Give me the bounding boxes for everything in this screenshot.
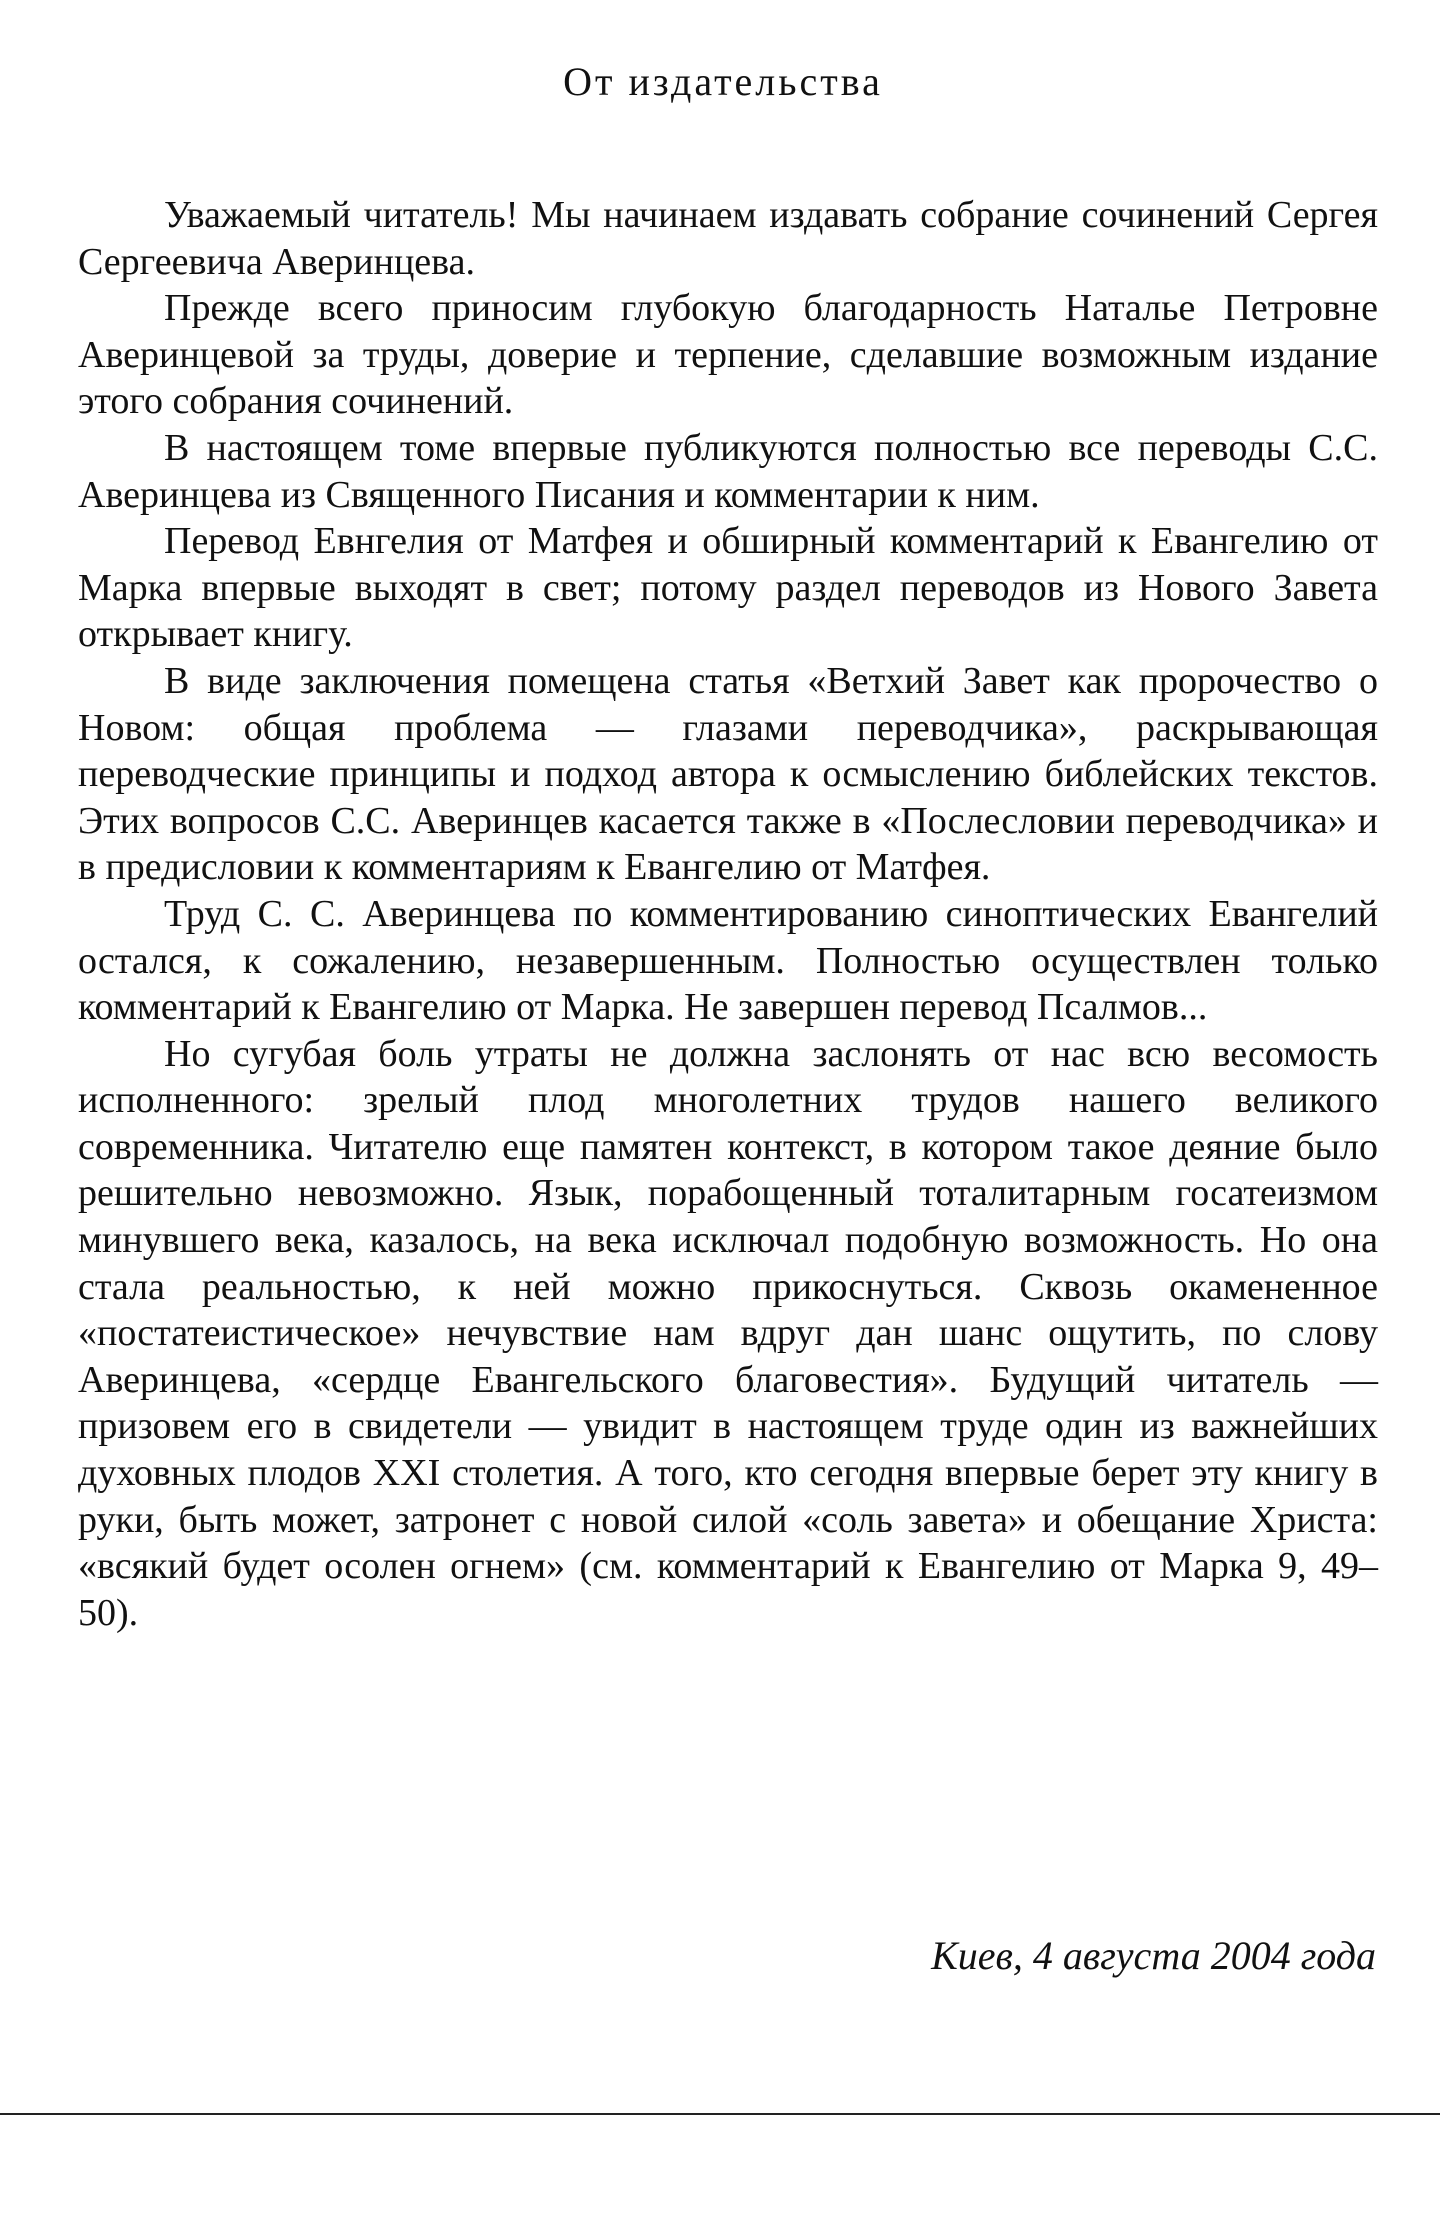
paragraph-unfinished-work: Труд С. С. Аверинцева по комментированию синоптических Евангелий остался, к сожалению, незавершенным. Полностью осуществлен только комментарий к Евангелию от Марка. Не завершен перевод Псалмов... bbox=[78, 892, 1378, 1029]
paragraph-significance: Но сугубая боль утраты не должна заслонять от нас всю весомость исполненного: зрелый плод многолетних трудов нашего великого современника. Читателю еще памятен контекст, в котором такое деяние было решительно невозможно. Язык, порабощенный тоталитарным госатеизмом минувшего века, казалось, на века исключал подобную возможность. Но она стала реальностью, к ней можно прикоснуться. Сквозь окамененное «постатеистическое» нечувствие нам вдруг дан шанс ощутить, по слову Аверинцева, «сердце Евангельского благовестия». Будущий читатель — призовем его в свидетели — увидит в настоящем труде один из важнейших духовных плодов XXI столетия. А того, кто сегодня впервые берет эту книгу в руки, быть может, затронет с новой силой «соль завета» и обещание Христа: «всякий будет осолен огнем» (см. комментарий к Евангелию от Марка 9, 49–50). bbox=[78, 1032, 1378, 1634]
bottom-divider bbox=[0, 2113, 1440, 2115]
paragraph-greeting: Уважаемый читатель! Мы начинаем издавать собрание сочинений Сергея Сергеевича Аверинцева. bbox=[78, 194, 1378, 283]
paragraph-conclusion-article: В виде заключения помещена статья «Ветхий Завет как пророчество о Новом: общая проблема — глазами переводчика», раскрывающая переводческие принципы и подход автора к осмыслению библейских текстов. Этих вопросов С.С. Аверинцев касается также в «Послесловии переводчика» и в предисловии к комментариям к Евангелию от Матфея. bbox=[78, 659, 1378, 889]
paragraph-contents: В настоящем томе впервые публикуются полностью все переводы С.С. Аверинцева из Священного Писания и комментарии к ним. bbox=[78, 426, 1378, 516]
body-text bbox=[78, 192, 1378, 1636]
page-title-text: От издательства bbox=[563, 59, 883, 104]
page-title bbox=[0, 58, 1446, 105]
signature-place-date: Киев, 4 августа 2004 года bbox=[931, 1933, 1376, 1978]
paragraph-first-publication: Перевод Евнгелия от Матфея и обширный комментарий к Евангелию от Марка впервые выходят в свет; потому раздел переводов из Нового Завета открывает книгу. bbox=[78, 520, 1378, 656]
paragraph-gratitude: Прежде всего приносим глубокую благодарность Наталье Петровне Аверинцевой за труды, доверие и терпение, сделавшие возможным издание этого собрания сочинений. bbox=[78, 287, 1378, 423]
